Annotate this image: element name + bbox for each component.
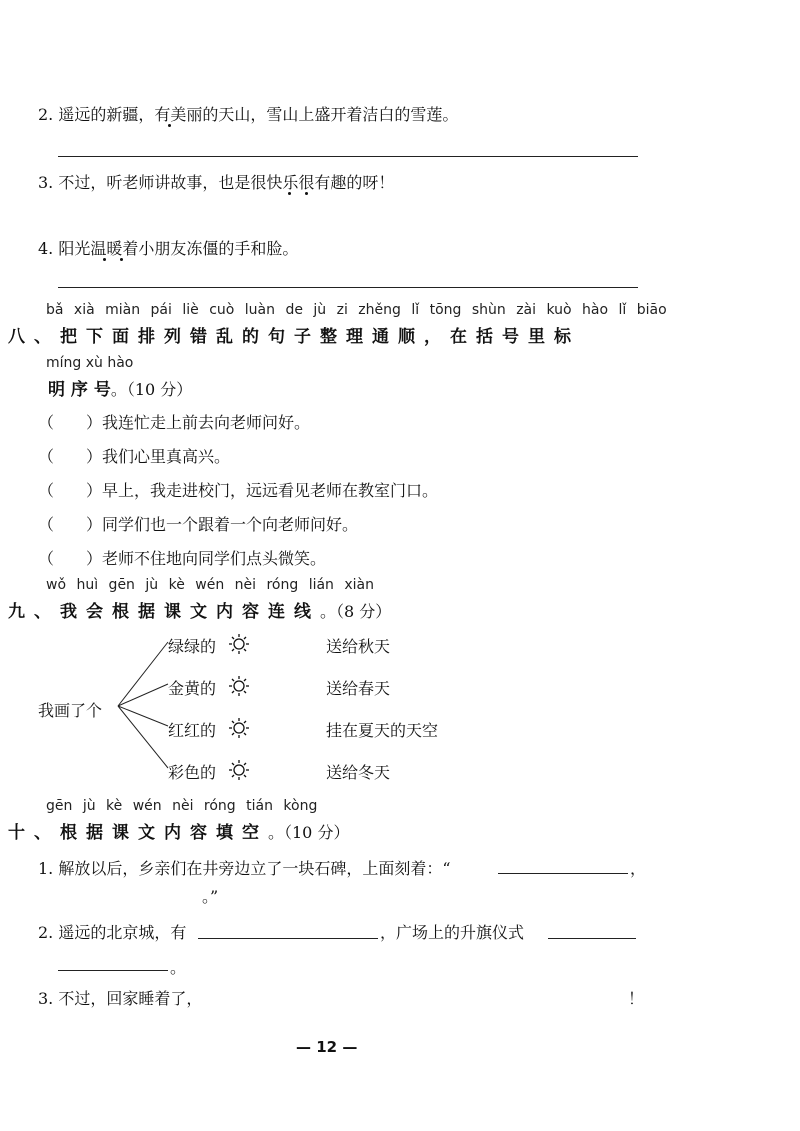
emphasis-dot	[288, 192, 291, 195]
fill-q2-prefix: 2. 遥远的北京城，有	[38, 923, 187, 942]
match-left-2[interactable]: 金黄的	[168, 679, 217, 698]
fill-q1-blank-1[interactable]	[498, 873, 628, 874]
fill-q2-blank-1[interactable]	[198, 938, 378, 939]
section9-title-text: 九、我会根据课文内容连线	[8, 602, 320, 622]
match-left-4[interactable]: 彩色的	[168, 763, 217, 782]
ordering-item-4[interactable]: （ ）同学们也一个跟着一个向老师问好。	[38, 515, 359, 534]
ordering-item-5[interactable]: （ ）老师不住地向同学们点头微笑。	[38, 549, 327, 568]
section8-title-cont-text: 明 序 号	[48, 380, 111, 400]
answer-line-q7-2[interactable]	[58, 156, 638, 157]
section8-pinyin-cont: míng xù hào	[46, 355, 134, 371]
answer-line-q7-4[interactable]	[58, 287, 638, 288]
fill-q2-end: 。	[170, 958, 187, 977]
fill-q2-blank-2[interactable]	[548, 938, 636, 939]
match-left-3[interactable]: 红红的	[168, 721, 217, 740]
sun-icon	[228, 675, 250, 697]
ordering-item-2[interactable]: （ ）我们心里真高兴。	[38, 447, 231, 466]
q7-3-sentence: 3. 不过，听老师讲故事，也是很快乐很有趣的呀！	[38, 173, 395, 192]
sun-icon	[228, 759, 250, 781]
emphasis-dot	[120, 258, 123, 261]
fill-q1-prefix: 1. 解放以后，乡亲们在井旁边立了一块石碑，上面刻着：“	[38, 859, 451, 878]
match-right-1[interactable]: 送给秋天	[326, 637, 391, 656]
fill-q1-close: 。”	[202, 887, 219, 906]
sun-icon	[228, 633, 250, 655]
q7-2-sentence: 2. 遥远的新疆，有美丽的天山，雪山上盛开着洁白的雪莲。	[38, 105, 459, 124]
section10-title	[8, 818, 349, 843]
fill-q1-comma: ，	[630, 859, 647, 878]
page-number: — 12 —	[296, 1038, 358, 1056]
ordering-item-1[interactable]: （ ）我连忙走上前去向老师问好。	[38, 413, 311, 432]
fill-q2-middle: ，广场上的升旗仪式	[380, 923, 525, 942]
section10-pinyin: gēn jù kè wén nèi róng tián kòng	[46, 798, 318, 814]
emphasis-dot	[103, 258, 106, 261]
match-right-2[interactable]: 送给春天	[326, 679, 391, 698]
branch-line-4	[118, 706, 168, 768]
emphasis-dot	[168, 124, 171, 127]
match-left-1[interactable]: 绿绿的	[168, 637, 217, 656]
match-right-3[interactable]: 挂在夏天的天空	[326, 721, 439, 740]
section10-score: 。（10 分）	[268, 823, 350, 842]
section10-title-text: 十、根据课文内容填空	[8, 823, 268, 843]
emphasis-dot	[305, 192, 308, 195]
section8-title: 八、把下面排列错乱的句子整理通顺，在括号里标	[8, 327, 580, 347]
match-right-4[interactable]: 送给冬天	[326, 763, 391, 782]
branch-line-2	[118, 684, 168, 706]
section8-score: 。（10 分）	[110, 380, 193, 399]
section8-pinyin: bǎ xià miàn pái liè cuò luàn de jù zi zhěng lǐ tōng shùn zài kuò hào lǐ biāo	[46, 302, 667, 318]
ordering-item-3[interactable]: （ ）早上，我走进校门，远远看见老师在教室门口。	[38, 481, 439, 500]
branch-line-1	[118, 642, 168, 706]
section9-score: 。（8 分）	[320, 602, 392, 621]
fill-q3-end: ！	[628, 989, 645, 1008]
sun-icon	[228, 717, 250, 739]
match-root: 我画了个	[38, 701, 103, 720]
section9-title	[8, 597, 391, 622]
fill-q2-blank-3[interactable]	[58, 970, 168, 971]
section9-pinyin: wǒ huì gēn jù kè wén nèi róng lián xiàn	[46, 577, 375, 593]
q7-4-sentence: 4. 阳光温暖着小朋友冻僵的手和脸。	[38, 239, 299, 258]
section8-title-cont	[48, 375, 192, 400]
fill-q3-prefix: 3. 不过，回家睡着了，	[38, 989, 203, 1008]
